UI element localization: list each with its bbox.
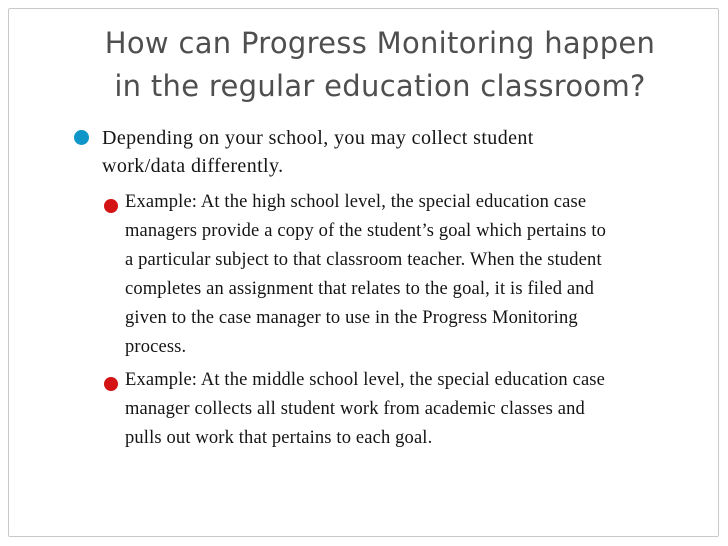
subbullet-line: a particular subject to that classroom teacher. When the student	[125, 250, 602, 270]
bullet-line: work/data differently.	[102, 155, 284, 177]
subbullet-line: given to the case manager to use in the Progress Monitoring	[125, 308, 578, 328]
subbullet-line: completes an assignment that relates to the goal, it is filed and	[125, 279, 595, 299]
bullet-text	[102, 124, 534, 180]
bullet-dot-icon	[74, 130, 89, 145]
subbullet-line: pulls out work that pertains to each goal.	[125, 428, 433, 448]
subbullet-text	[125, 366, 605, 453]
slide-title-line-1: How can Progress Monitoring happen	[104, 26, 656, 60]
bullet-dot-icon	[104, 199, 118, 213]
subbullet-line: manager collects all student work from academic classes and	[125, 399, 585, 419]
subbullet-line: process.	[125, 337, 187, 357]
slide-title-line-2: in the regular education classroom?	[114, 69, 646, 103]
subbullet-line: Example: At the middle school level, the special education case	[125, 370, 606, 390]
subbullet-line: Example: At the high school level, the special education case	[125, 192, 587, 212]
bullet-dot-icon	[104, 377, 118, 391]
subbullet-text	[125, 188, 606, 362]
subbullet-line: managers provide a copy of the student’s goal which pertains to	[125, 221, 607, 241]
bullet-line: Depending on your school, you may collect student	[102, 127, 534, 149]
